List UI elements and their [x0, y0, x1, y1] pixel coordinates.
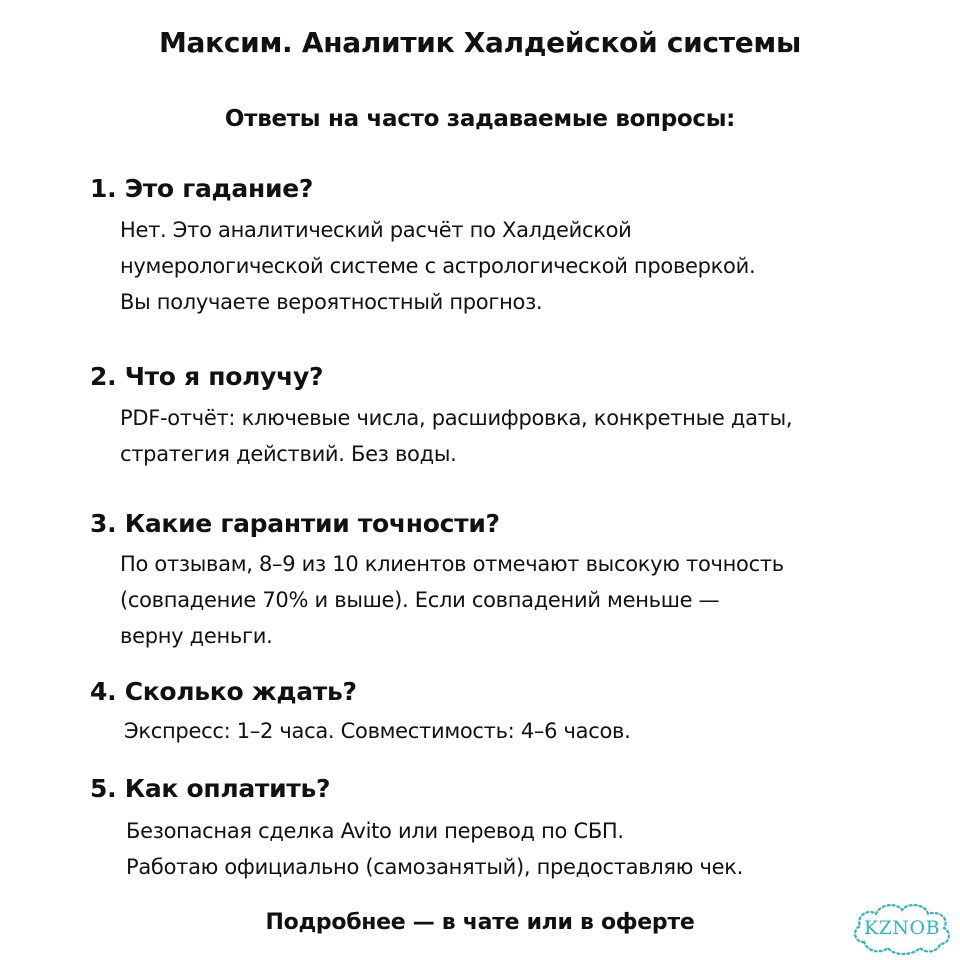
footer-note: Подробнее — в чате или в оферте [265, 910, 695, 935]
page-subtitle: Ответы на часто задаваемые вопросы: [224, 106, 736, 132]
page-title: Максим. Аналитик Халдейской системы [158, 26, 802, 59]
watermark-stamp [850, 898, 954, 958]
faq-answer-3-line: верну деньги. [120, 624, 273, 648]
faq-question-4: 4. Сколько ждать? [90, 677, 357, 706]
faq-answer-2-line: стратегия действий. Без воды. [120, 442, 457, 466]
faq-answer-1-line: Вы получаете вероятностный прогноз. [120, 290, 543, 314]
watermark-text: KZNOB [863, 917, 941, 939]
faq-answer-1-line: Нет. Это аналитический расчёт по Халдейской [120, 218, 632, 242]
faq-answer-3-line: (совпадение 70% и выше). Если совпадений меньше — [120, 588, 720, 612]
faq-answer-4-line: Экспресс: 1–2 часа. Совместимость: 4–6 часов. [124, 719, 631, 743]
faq-answer-1 [120, 212, 755, 320]
faq-answer-5 [126, 813, 743, 885]
faq-answer-3-line: По отзывам, 8–9 из 10 клиентов отмечают высокую точность [120, 552, 784, 576]
faq-question-2: 2. Что я получу? [90, 362, 324, 391]
faq-question-5: 5. Как оплатить? [90, 774, 331, 803]
faq-answer-5-line: Работаю официально (самозанятый), предоставляю чек. [126, 855, 743, 879]
faq-answer-5-line: Безопасная сделка Avito или перевод по СБП. [126, 819, 624, 843]
faq-question-3: 3. Какие гарантии точности? [90, 509, 500, 538]
faq-answer-3 [120, 546, 784, 654]
faq-answer-4 [124, 713, 630, 749]
faq-answer-1-line: нумерологической системе с астрологической проверкой. [120, 254, 756, 278]
faq-answer-2-line: PDF-отчёт: ключевые числа, расшифровка, конкретные даты, [120, 406, 793, 430]
faq-question-1: 1. Это гадание? [90, 174, 314, 203]
faq-answer-2 [120, 400, 792, 472]
